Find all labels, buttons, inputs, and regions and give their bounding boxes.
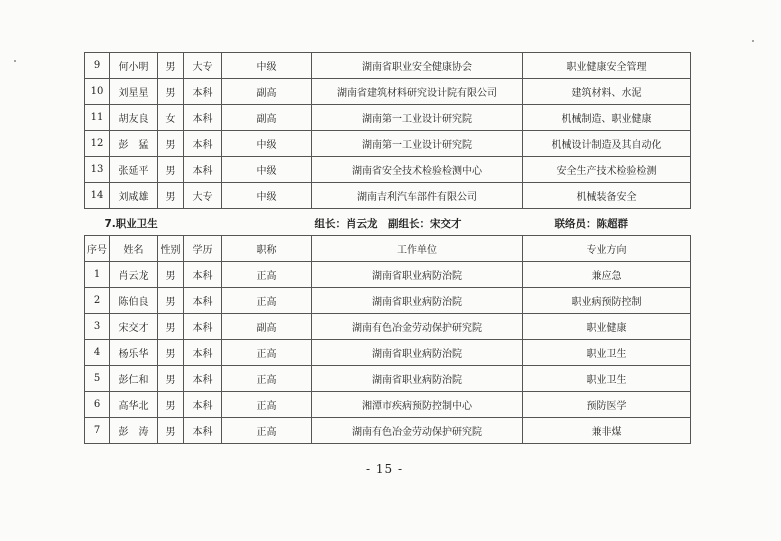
cell-edu: 本科 [184, 131, 222, 157]
cell-unit: 湖南第一工业设计研究院 [312, 105, 523, 131]
cell-unit: 湖南吉利汽车部件有限公司 [312, 183, 523, 209]
cell-name: 张延平 [110, 157, 158, 183]
cell-gender: 男 [158, 157, 184, 183]
cell-name: 刘咸雄 [110, 183, 158, 209]
cell-no: 12 [85, 131, 110, 157]
cell-field: 机械装备安全 [523, 183, 691, 209]
cell-name: 杨乐华 [110, 340, 158, 366]
cell-title: 中级 [222, 131, 312, 157]
cell-field: 建筑材料、水泥 [523, 79, 691, 105]
cell-no: 11 [85, 105, 110, 131]
cell-unit: 湖南有色冶金劳动保护研究院 [312, 418, 523, 444]
cell-field: 安全生产技术检验检测 [523, 157, 691, 183]
cell-no: 4 [85, 340, 110, 366]
table-row [85, 157, 691, 183]
header-unit: 工作单位 [312, 236, 523, 262]
section-row [85, 209, 691, 236]
cell-gender: 男 [158, 288, 184, 314]
cell-unit: 湖南省安全技术检验检测中心 [312, 157, 523, 183]
cell-no: 9 [85, 53, 110, 79]
section-title: 7.职业卫生 [104, 218, 158, 230]
cell-edu: 本科 [184, 392, 222, 418]
cell-edu: 本科 [184, 418, 222, 444]
cell-no: 13 [85, 157, 110, 183]
cell-unit: 湘潭市疾病预防控制中心 [312, 392, 523, 418]
scan-speck [752, 40, 754, 42]
cell-no: 1 [85, 262, 110, 288]
cell-title: 正高 [222, 288, 312, 314]
cell-field: 职业健康 [523, 314, 691, 340]
cell-field: 预防医学 [523, 392, 691, 418]
header-name: 姓名 [110, 236, 158, 262]
cell-title: 正高 [222, 392, 312, 418]
table-row [85, 340, 691, 366]
cell-title: 副高 [222, 105, 312, 131]
cell-unit: 湖南省职业病防治院 [312, 340, 523, 366]
cell-unit: 湖南省建筑材料研究设计院有限公司 [312, 79, 523, 105]
cell-field: 机械制造、职业健康 [523, 105, 691, 131]
cell-gender: 男 [158, 183, 184, 209]
cell-no: 10 [85, 79, 110, 105]
cell-title: 中级 [222, 53, 312, 79]
cell-unit: 湖南第一工业设计研究院 [312, 131, 523, 157]
table-body-lower [85, 262, 691, 444]
cell-name: 肖云龙 [110, 262, 158, 288]
cell-gender: 男 [158, 262, 184, 288]
table-row [85, 79, 691, 105]
table-row [85, 105, 691, 131]
cell-field: 职业卫生 [523, 340, 691, 366]
cell-name: 彭 猛 [110, 131, 158, 157]
cell-no: 6 [85, 392, 110, 418]
cell-title: 正高 [222, 418, 312, 444]
table-row [85, 288, 691, 314]
cell-name: 高华北 [110, 392, 158, 418]
cell-edu: 本科 [184, 105, 222, 131]
cell-field: 兼应急 [523, 262, 691, 288]
table-row [85, 262, 691, 288]
cell-edu: 本科 [184, 340, 222, 366]
table-row [85, 131, 691, 157]
table-row [85, 392, 691, 418]
cell-name: 彭仁和 [110, 366, 158, 392]
cell-title: 副高 [222, 79, 312, 105]
cell-unit: 湖南有色冶金劳动保护研究院 [312, 314, 523, 340]
page-number: - 15 - [366, 462, 404, 476]
header-gender: 性别 [158, 236, 184, 262]
cell-name: 刘星星 [110, 79, 158, 105]
cell-name: 陈伯良 [110, 288, 158, 314]
header-title: 职称 [222, 236, 312, 262]
table-row [85, 366, 691, 392]
cell-edu: 本科 [184, 314, 222, 340]
cell-title: 正高 [222, 340, 312, 366]
cell-name: 何小明 [110, 53, 158, 79]
cell-title: 中级 [222, 157, 312, 183]
cell-field: 职业卫生 [523, 366, 691, 392]
cell-title: 正高 [222, 366, 312, 392]
table-header-row [85, 236, 691, 262]
table-row [85, 314, 691, 340]
cell-unit: 湖南省职业病防治院 [312, 262, 523, 288]
section-leaders: 组长：肖云龙 副组长：宋交才 [314, 218, 462, 230]
cell-field: 兼非煤 [523, 418, 691, 444]
cell-edu: 本科 [184, 157, 222, 183]
section-heading [85, 209, 691, 262]
cell-field: 职业病预防控制 [523, 288, 691, 314]
cell-edu: 大专 [184, 53, 222, 79]
cell-field: 机械设计制造及其自动化 [523, 131, 691, 157]
cell-name: 宋交才 [110, 314, 158, 340]
cell-no: 14 [85, 183, 110, 209]
cell-title: 副高 [222, 314, 312, 340]
cell-gender: 男 [158, 79, 184, 105]
cell-name: 胡友良 [110, 105, 158, 131]
cell-unit: 湖南省职业病防治院 [312, 366, 523, 392]
cell-no: 2 [85, 288, 110, 314]
table-row [85, 183, 691, 209]
cell-name: 彭 涛 [110, 418, 158, 444]
cell-gender: 男 [158, 392, 184, 418]
cell-gender: 男 [158, 53, 184, 79]
cell-edu: 本科 [184, 288, 222, 314]
header-no: 序号 [85, 236, 110, 262]
table-row [85, 53, 691, 79]
cell-edu: 本科 [184, 79, 222, 105]
cell-gender: 男 [158, 418, 184, 444]
cell-field: 职业健康安全管理 [523, 53, 691, 79]
cell-edu: 本科 [184, 366, 222, 392]
cell-title: 中级 [222, 183, 312, 209]
cell-gender: 男 [158, 314, 184, 340]
table-row [85, 418, 691, 444]
cell-edu: 大专 [184, 183, 222, 209]
header-education: 学历 [184, 236, 222, 262]
expert-table [84, 52, 691, 444]
cell-unit: 湖南省职业病防治院 [312, 288, 523, 314]
cell-no: 5 [85, 366, 110, 392]
cell-edu: 本科 [184, 262, 222, 288]
table-body-upper [85, 53, 691, 209]
section-contact: 联络员：陈超群 [554, 218, 628, 230]
cell-unit: 湖南省职业安全健康协会 [312, 53, 523, 79]
header-field: 专业方向 [523, 236, 691, 262]
cell-gender: 男 [158, 366, 184, 392]
cell-no: 3 [85, 314, 110, 340]
cell-gender: 女 [158, 105, 184, 131]
cell-no: 7 [85, 418, 110, 444]
scan-speck [14, 60, 16, 62]
cell-gender: 男 [158, 340, 184, 366]
cell-title: 正高 [222, 262, 312, 288]
cell-gender: 男 [158, 131, 184, 157]
